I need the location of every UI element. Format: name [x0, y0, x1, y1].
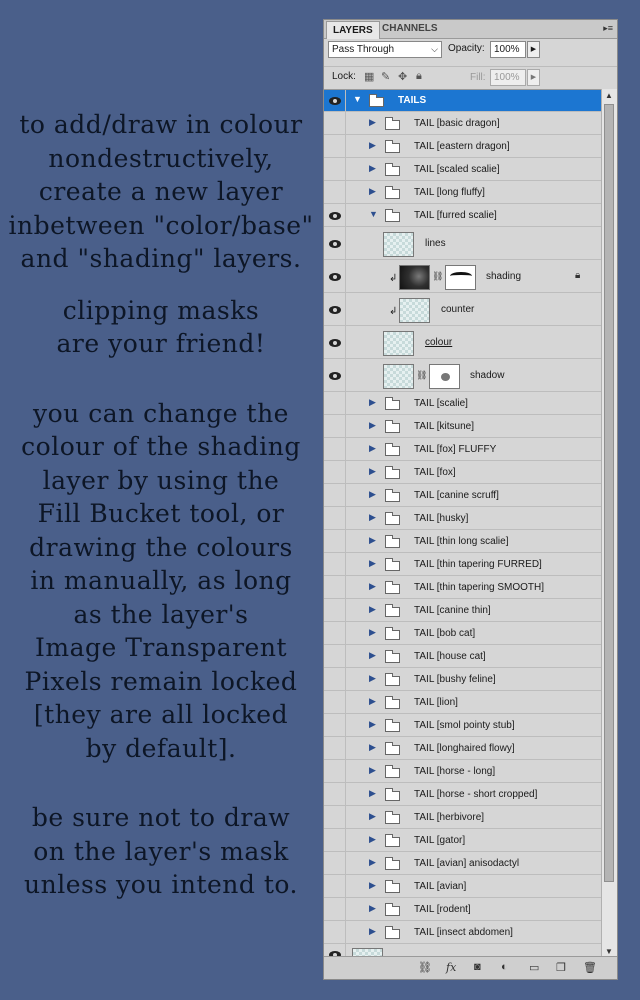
layer-group-row[interactable] — [324, 135, 602, 158]
visibility-toggle[interactable] — [324, 645, 346, 667]
visibility-toggle[interactable] — [324, 576, 346, 598]
folder-icon — [385, 699, 400, 709]
layer-name: TAIL [kitsune] — [414, 420, 475, 432]
layer-group-row[interactable] — [324, 158, 602, 181]
mask-link-icon[interactable]: ⛓ — [416, 369, 428, 380]
layer-name: TAIL [canine thin] — [414, 604, 491, 616]
folder-icon — [385, 745, 400, 755]
visibility-toggle[interactable] — [324, 829, 346, 851]
expand-triangle-icon[interactable]: ▶ — [369, 185, 376, 196]
folder-icon — [385, 423, 400, 433]
visibility-toggle[interactable] — [324, 392, 346, 414]
visibility-toggle[interactable] — [324, 135, 346, 157]
folder-icon — [385, 791, 400, 801]
expand-triangle-icon[interactable]: ▶ — [369, 603, 376, 614]
folder-icon — [385, 768, 400, 778]
folder-icon — [385, 492, 400, 502]
folder-icon — [385, 212, 400, 222]
visibility-toggle[interactable] — [324, 112, 346, 134]
folder-icon — [369, 97, 384, 107]
layers-panel — [323, 19, 618, 980]
expand-triangle-icon[interactable]: ▶ — [369, 162, 376, 173]
visibility-toggle[interactable] — [324, 415, 346, 437]
tab-layers[interactable]: LAYERS — [326, 21, 380, 39]
note-add-colour: to add/draw in colour nondestructively, create a new layer inbetween "color/base" and "shading" layers. — [8, 110, 314, 273]
chevron-down-icon: ⌵ — [431, 44, 438, 54]
fill-input[interactable]: 100% — [490, 69, 526, 86]
layer-mask-thumbnail[interactable] — [429, 364, 460, 389]
lock-fill-row — [324, 66, 617, 89]
layer-name: lines — [425, 237, 446, 249]
layer-group-row[interactable] — [324, 806, 602, 829]
folder-icon — [385, 630, 400, 640]
expand-triangle-icon[interactable]: ▶ — [369, 534, 376, 545]
layer-row[interactable] — [324, 359, 602, 392]
visibility-toggle[interactable] — [324, 691, 346, 713]
layer-group-row[interactable] — [324, 760, 602, 783]
collapse-triangle-icon[interactable]: ▼ — [353, 94, 362, 104]
layer-name: TAIL [longhaired flowy] — [414, 742, 515, 754]
layer-name: TAIL [smol pointy stub] — [414, 719, 515, 731]
visibility-toggle[interactable] — [324, 898, 346, 920]
folder-icon — [385, 120, 400, 130]
expand-triangle-icon[interactable]: ▶ — [369, 856, 376, 867]
expand-triangle-icon[interactable]: ▶ — [369, 879, 376, 890]
expand-triangle-icon[interactable]: ▶ — [369, 116, 376, 127]
folder-icon — [385, 515, 400, 525]
expand-triangle-icon[interactable]: ▶ — [369, 672, 376, 683]
layer-name: shadow — [470, 369, 505, 381]
folder-icon — [385, 814, 400, 824]
note-fill-bucket: you can change the colour of the shading layer by using the Fill Bucket tool, or drawing the colours in manually, as long as the layer's Image Transparent Pixels remain locked [they are all locked by default]. — [21, 398, 301, 763]
delete-layer-icon[interactable]: 🗑︎ — [583, 962, 597, 974]
opacity-label: Opacity: — [448, 43, 485, 54]
link-layers-icon[interactable]: ⛓ — [418, 962, 432, 974]
expand-triangle-icon[interactable]: ▶ — [369, 488, 376, 499]
expand-triangle-icon[interactable]: ▶ — [369, 925, 376, 936]
expand-triangle-icon[interactable]: ▶ — [369, 626, 376, 637]
folder-icon — [385, 653, 400, 663]
visibility-toggle[interactable] — [324, 507, 346, 529]
note-layer-mask: be sure not to draw on the layer's mask unless you intend to. — [24, 803, 298, 899]
folder-icon — [385, 722, 400, 732]
layer-group-row[interactable] — [324, 645, 602, 668]
folder-icon — [385, 538, 400, 548]
layer-list — [324, 89, 602, 959]
layer-group-row[interactable] — [324, 90, 602, 112]
layer-name: TAIL [bob cat] — [414, 627, 476, 639]
expand-triangle-icon[interactable]: ▶ — [369, 718, 376, 729]
lock-label: Lock: — [332, 71, 356, 82]
visibility-toggle[interactable] — [324, 326, 346, 358]
expand-triangle-icon[interactable]: ▶ — [369, 419, 376, 430]
scroll-down-icon[interactable]: ▼ — [605, 947, 613, 956]
lock-all-icon[interactable]: 🔒︎ — [416, 70, 422, 82]
layer-group-row[interactable] — [324, 737, 602, 760]
layer-name: counter — [441, 303, 475, 315]
visibility-toggle[interactable] — [324, 90, 346, 111]
layer-group-row[interactable] — [324, 484, 602, 507]
expand-triangle-icon[interactable]: ▶ — [369, 902, 376, 913]
layer-name: TAIL [fox] — [414, 466, 456, 478]
add-mask-icon[interactable]: ◙ — [474, 961, 481, 973]
visibility-toggle[interactable] — [324, 204, 346, 226]
layer-name: TAIL [bushy feline] — [414, 673, 496, 685]
layer-name: TAIL [thin tapering SMOOTH] — [414, 581, 545, 593]
layer-name: TAIL [long fluffy] — [414, 186, 485, 198]
layer-group-row[interactable] — [324, 461, 602, 484]
layer-name: TAIL [eastern dragon] — [414, 140, 510, 152]
visibility-toggle[interactable] — [324, 260, 346, 292]
expand-triangle-icon[interactable]: ▶ — [369, 465, 376, 476]
folder-icon — [385, 906, 400, 916]
visibility-toggle[interactable] — [324, 622, 346, 644]
layer-name: TAIL [rodent] — [414, 903, 471, 915]
blend-opacity-row — [324, 40, 617, 66]
layer-group-row[interactable] — [324, 875, 602, 898]
visibility-toggle[interactable] — [324, 553, 346, 575]
layer-group-row[interactable] — [324, 181, 602, 204]
fill-label: Fill: — [470, 72, 486, 83]
layer-name: TAIL [house cat] — [414, 650, 486, 662]
expand-triangle-icon[interactable]: ▶ — [369, 580, 376, 591]
clipping-mask-arrow-icon: ↲ — [389, 272, 398, 284]
layer-group-row[interactable] — [324, 691, 602, 714]
layer-group-row[interactable] — [324, 415, 602, 438]
layer-name: TAIL [fox] FLUFFY — [414, 443, 497, 455]
expand-triangle-icon[interactable]: ▶ — [369, 139, 376, 150]
layer-name: TAIL [horse - short cropped] — [414, 788, 538, 800]
lock-position-icon[interactable]: ✥ — [398, 71, 408, 83]
new-layer-icon[interactable]: ❐ — [556, 962, 566, 974]
expand-triangle-icon[interactable]: ▶ — [369, 741, 376, 752]
expand-triangle-icon[interactable]: ▶ — [369, 810, 376, 821]
panel-bottom-toolbar — [324, 956, 617, 979]
expand-triangle-icon[interactable]: ▶ — [369, 764, 376, 775]
layer-name: TAIL [lion] — [414, 696, 458, 708]
visibility-toggle[interactable] — [324, 293, 346, 325]
fx-icon[interactable]: fx — [446, 961, 457, 974]
opacity-slider-button[interactable]: ▶ — [527, 41, 540, 58]
folder-icon — [385, 929, 400, 939]
folder-icon — [385, 883, 400, 893]
folder-icon — [385, 469, 400, 479]
layer-name: TAILS — [398, 95, 427, 106]
blend-mode-value: Pass Through — [332, 44, 395, 55]
layer-name: TAIL [scalie] — [414, 397, 468, 409]
layer-group-row[interactable] — [324, 553, 602, 576]
expand-triangle-icon[interactable]: ▶ — [369, 442, 376, 453]
fill-slider-button[interactable]: ▶ — [527, 69, 540, 86]
eye-icon — [329, 306, 341, 314]
tab-channels[interactable]: CHANNELS — [382, 23, 438, 34]
expand-triangle-icon[interactable]: ▶ — [369, 787, 376, 798]
lock-transparent-pixels-icon[interactable]: ▦ — [364, 71, 375, 83]
layer-thumbnail[interactable] — [383, 232, 414, 257]
visibility-toggle[interactable] — [324, 158, 346, 180]
visibility-toggle[interactable] — [324, 760, 346, 782]
layer-group-row[interactable] — [324, 714, 602, 737]
expand-triangle-icon[interactable]: ▶ — [369, 396, 376, 407]
layer-row[interactable] — [324, 260, 602, 293]
eye-icon — [329, 240, 341, 248]
layer-thumbnail[interactable] — [383, 331, 414, 356]
layer-name: TAIL [herbivore] — [414, 811, 485, 823]
layer-group-row[interactable] — [324, 112, 602, 135]
layer-group-row[interactable] — [324, 599, 602, 622]
panel-tabs — [324, 20, 617, 39]
expand-triangle-icon[interactable]: ▶ — [369, 557, 376, 568]
layer-group-row[interactable] — [324, 829, 602, 852]
layer-name: TAIL [canine scruff] — [414, 489, 499, 501]
visibility-toggle[interactable] — [324, 530, 346, 552]
layer-group-row[interactable] — [324, 204, 602, 227]
instructions-text — [0, 108, 322, 920]
layer-mask-thumbnail[interactable] — [445, 265, 476, 290]
layer-name: TAIL [furred scalie] — [414, 209, 497, 221]
layer-name: colour — [425, 336, 453, 348]
layer-name: shading — [486, 270, 522, 282]
visibility-toggle[interactable] — [324, 227, 346, 259]
blend-mode-select[interactable] — [328, 41, 442, 58]
layer-name: TAIL [husky] — [414, 512, 469, 524]
visibility-toggle[interactable] — [324, 875, 346, 897]
folder-icon — [385, 837, 400, 847]
visibility-toggle[interactable] — [324, 737, 346, 759]
expand-triangle-icon[interactable]: ▶ — [369, 695, 376, 706]
layer-lock-icon: 🔒︎ — [575, 269, 581, 281]
collapse-triangle-icon[interactable]: ▼ — [369, 208, 378, 219]
folder-icon — [385, 676, 400, 686]
layer-group-row[interactable] — [324, 438, 602, 461]
layer-name: TAIL [insect abdomen] — [414, 926, 513, 938]
layer-group-row[interactable] — [324, 576, 602, 599]
adjustment-layer-icon[interactable]: ◐ — [501, 961, 508, 973]
layer-name: TAIL [thin tapering FURRED] — [414, 558, 542, 570]
layer-group-row[interactable] — [324, 622, 602, 645]
folder-icon — [385, 607, 400, 617]
eye-icon — [329, 273, 341, 281]
layer-group-row[interactable] — [324, 392, 602, 415]
layer-thumbnail[interactable] — [399, 265, 430, 290]
folder-icon — [385, 143, 400, 153]
opacity-input[interactable]: 100% — [490, 41, 526, 58]
layer-group-row[interactable] — [324, 852, 602, 875]
layer-name: TAIL [gator] — [414, 834, 466, 846]
layer-name: TAIL [avian] anisodactyl — [414, 857, 520, 869]
layer-name: TAIL [avian] — [414, 880, 467, 892]
visibility-toggle[interactable] — [324, 806, 346, 828]
visibility-toggle[interactable] — [324, 599, 346, 621]
clipping-mask-arrow-icon: ↲ — [389, 305, 398, 317]
lock-image-pixels-icon[interactable]: ✎ — [381, 71, 391, 83]
layer-group-row[interactable] — [324, 530, 602, 553]
folder-icon — [385, 189, 400, 199]
layer-thumbnail[interactable] — [399, 298, 430, 323]
layer-group-row[interactable] — [324, 668, 602, 691]
mask-link-icon[interactable]: ⛓ — [432, 270, 444, 281]
layer-list-scrollbar[interactable] — [601, 89, 617, 958]
layer-name: TAIL [scaled scalie] — [414, 163, 500, 175]
layer-group-row[interactable] — [324, 898, 602, 921]
visibility-toggle[interactable] — [324, 852, 346, 874]
layer-name: TAIL [horse - long] — [414, 765, 496, 777]
layer-group-row[interactable] — [324, 507, 602, 530]
panel-menu-icon[interactable]: ▸≡ — [603, 23, 613, 33]
visibility-toggle[interactable] — [324, 783, 346, 805]
visibility-toggle[interactable] — [324, 359, 346, 391]
folder-icon — [385, 166, 400, 176]
expand-triangle-icon[interactable]: ▶ — [369, 511, 376, 522]
visibility-toggle[interactable] — [324, 181, 346, 203]
layer-thumbnail[interactable] — [383, 364, 414, 389]
layer-row[interactable] — [324, 326, 602, 359]
visibility-toggle[interactable] — [324, 921, 346, 943]
layer-group-row[interactable] — [324, 921, 602, 944]
eye-icon — [329, 97, 341, 105]
layer-group-row[interactable] — [324, 783, 602, 806]
folder-icon — [385, 400, 400, 410]
visibility-toggle[interactable] — [324, 484, 346, 506]
visibility-toggle[interactable] — [324, 668, 346, 690]
visibility-toggle[interactable] — [324, 714, 346, 736]
visibility-toggle[interactable] — [324, 438, 346, 460]
folder-icon — [385, 584, 400, 594]
scrollbar-thumb[interactable] — [604, 104, 614, 882]
eye-icon — [329, 339, 341, 347]
layer-name: TAIL [basic dragon] — [414, 117, 500, 129]
folder-icon — [385, 860, 400, 870]
visibility-toggle[interactable] — [324, 461, 346, 483]
eye-icon — [329, 212, 341, 220]
layer-row[interactable] — [324, 293, 602, 326]
new-group-icon[interactable]: ▭ — [529, 962, 540, 974]
layer-row[interactable] — [324, 227, 602, 260]
folder-icon — [385, 561, 400, 571]
expand-triangle-icon[interactable]: ▶ — [369, 649, 376, 660]
folder-icon — [385, 446, 400, 456]
scroll-up-icon[interactable]: ▲ — [605, 91, 613, 100]
layer-name: TAIL [thin long scalie] — [414, 535, 509, 547]
eye-icon — [329, 372, 341, 380]
expand-triangle-icon[interactable]: ▶ — [369, 833, 376, 844]
note-clipping-masks: clipping masks are your friend! — [56, 295, 266, 358]
